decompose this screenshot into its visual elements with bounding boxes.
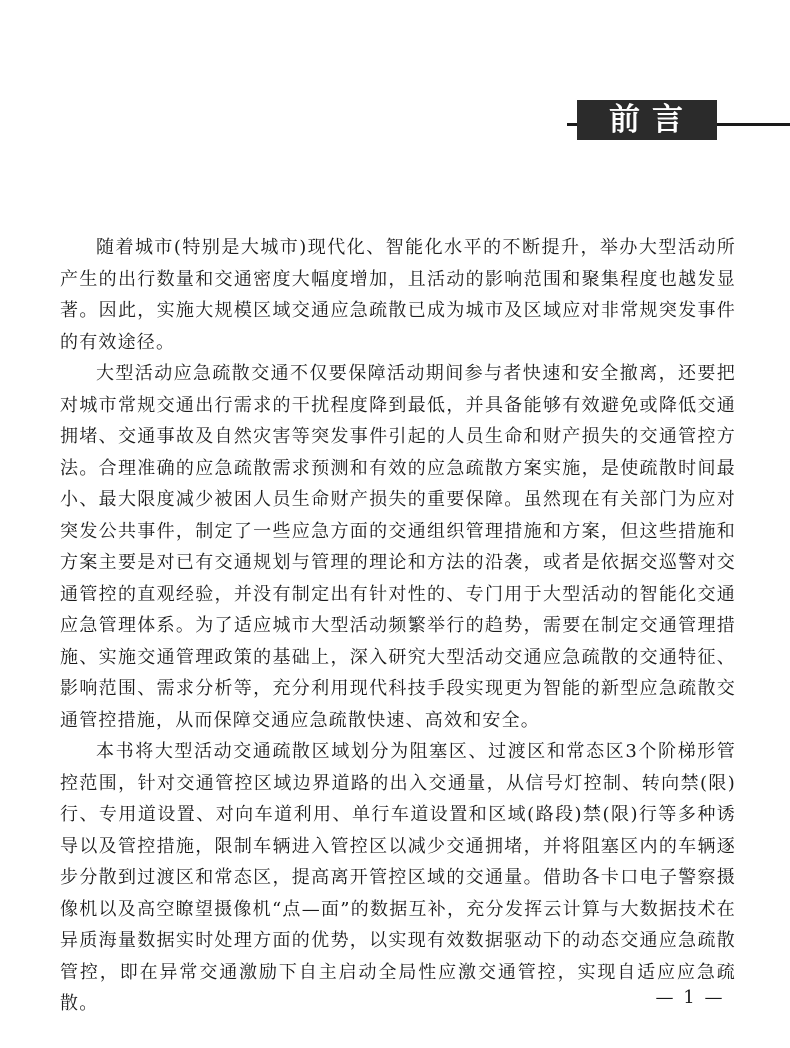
paragraph-2: 大型活动应急疏散交通不仅要保障活动期间参与者快速和安全撤离，还要把对城市常规交通出行需求的干扰程度降到最低，并具备能够有效避免或降低交通拥堵、交通事故及自然灾害等突发事件引起的人员生命和财产损失的交通管控方法。合理准确的应急疏散需求预测和有效的应急疏散方案实施，是使疏散时间最小、最大限度减少被困人员生命财产损失的重要保障。虽然现在有关部门为应对突发公共事件，制定了一些应急方面的交通组织管理措施和方案，但这些措施和方案主要是对已有交通规划与管理的理论和方法的沿袭，或者是依据交巡警对交通管控的直观经验，并没有制定出有针对性的、专门用于大型活动的智能化交通应急管理体系。为了适应城市大型活动频繁举行的趋势，需要在制定交通管理措施、实施交通管理政策的基础上，深入研究大型活动交通应急疏散的交通特征、影响范围、需求分析等，充分利用现代科技手段实现更为智能的新型应急疏散交通管控措施，从而保障交通应急疏散快速、高效和安全。 [60, 363, 736, 731]
paragraph-3: 本书将大型活动交通疏散区域划分为阻塞区、过渡区和常态区3个阶梯形管控范围，针对交通管控区域边界道路的出入交通量，从信号灯控制、转向禁(限)行、专用道设置、对向车道利用、单行车道设置和区域(路段)禁(限)行等多种诱导以及管控措施，限制车辆进入管控区以减少交通拥堵，并将阻塞区内的车辆逐步分散到过渡区和常态区，提高离开管控区域的交通量。借助各卡口电子警察摄像机以及高空瞭望摄像机“点—面”的数据互补，充分发挥云计算与大数据技术在异质海量数据实时处理方面的优势，以实现有效数据驱动下的动态交通应急疏散管控，即在异常交通激励下自主启动全局性应激交通管控，实现自适应应急疏散。 [60, 741, 736, 1014]
body-text [60, 232, 736, 1020]
page-number: — 1 — [655, 987, 725, 1008]
chapter-heading [577, 100, 717, 140]
chapter-heading-text: 前言 [609, 102, 695, 138]
paragraph-1: 随着城市(特别是大城市)现代化、智能化水平的不断提升，举办大型活动所产生的出行数量和交通密度大幅度增加，且活动的影响范围和聚集程度也越发显著。因此，实施大规模区域交通应急疏散已成为城市及区域应对非常规突发事件的有效途径。 [60, 237, 736, 353]
